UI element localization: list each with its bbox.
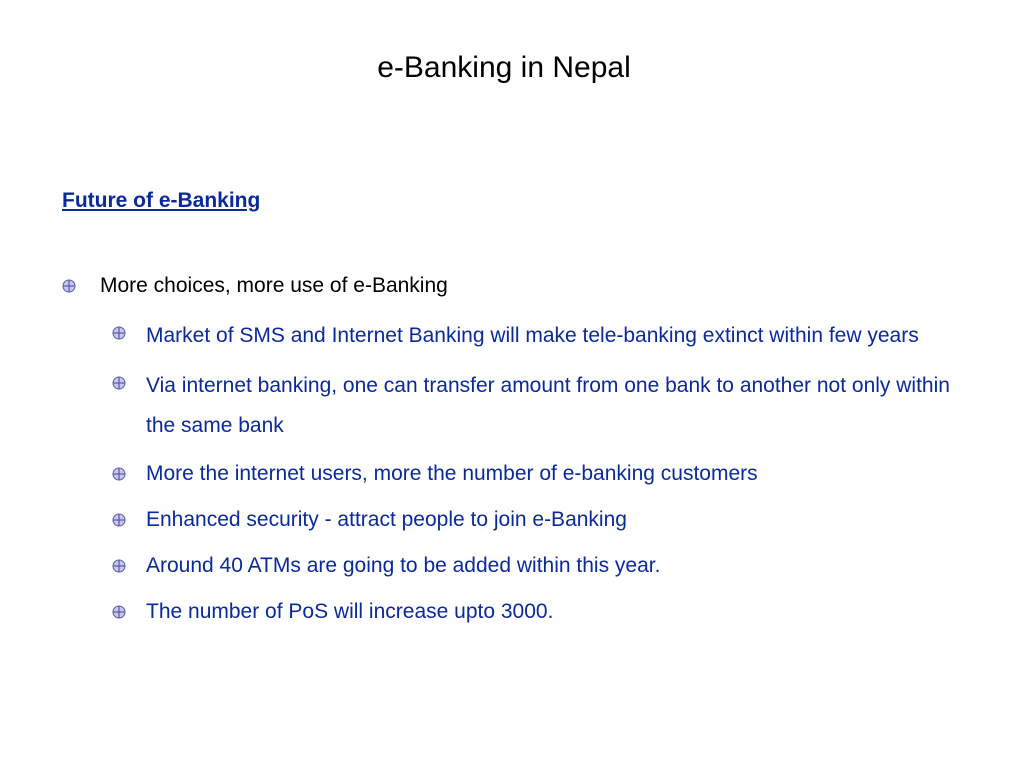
bullet-list-level1 — [62, 270, 962, 302]
list-item-text: Via internet banking, one can transfer amount from one bank to another not only within the same bank — [146, 374, 950, 437]
crosshair-circle-icon — [112, 376, 126, 390]
list-item-text: Market of SMS and Internet Banking will make tele-banking extinct within few years — [146, 324, 919, 347]
list-item — [112, 456, 972, 492]
list-item — [112, 316, 972, 356]
crosshair-circle-icon — [112, 467, 126, 481]
list-item-text: Around 40 ATMs are going to be added within this year. — [146, 554, 661, 577]
slide-subtitle: Future of e-Banking — [62, 189, 261, 212]
list-item-text: More choices, more use of e-Banking — [100, 274, 448, 297]
list-item — [112, 548, 972, 584]
list-item-text: The number of PoS will increase upto 3000. — [146, 600, 554, 623]
list-item — [62, 270, 962, 302]
list-item — [112, 594, 972, 630]
crosshair-circle-icon — [112, 559, 126, 573]
list-item-text: Enhanced security - attract people to join e-Banking — [146, 508, 627, 531]
crosshair-circle-icon — [112, 326, 126, 340]
slide-title: e-Banking in Nepal — [377, 51, 631, 84]
list-item — [112, 366, 972, 446]
crosshair-circle-icon — [62, 279, 76, 293]
bullet-list-level2 — [112, 316, 972, 640]
list-item-text: More the internet users, more the number of e-banking customers — [146, 462, 758, 485]
list-item — [112, 502, 972, 538]
crosshair-circle-icon — [112, 605, 126, 619]
crosshair-circle-icon — [112, 513, 126, 527]
